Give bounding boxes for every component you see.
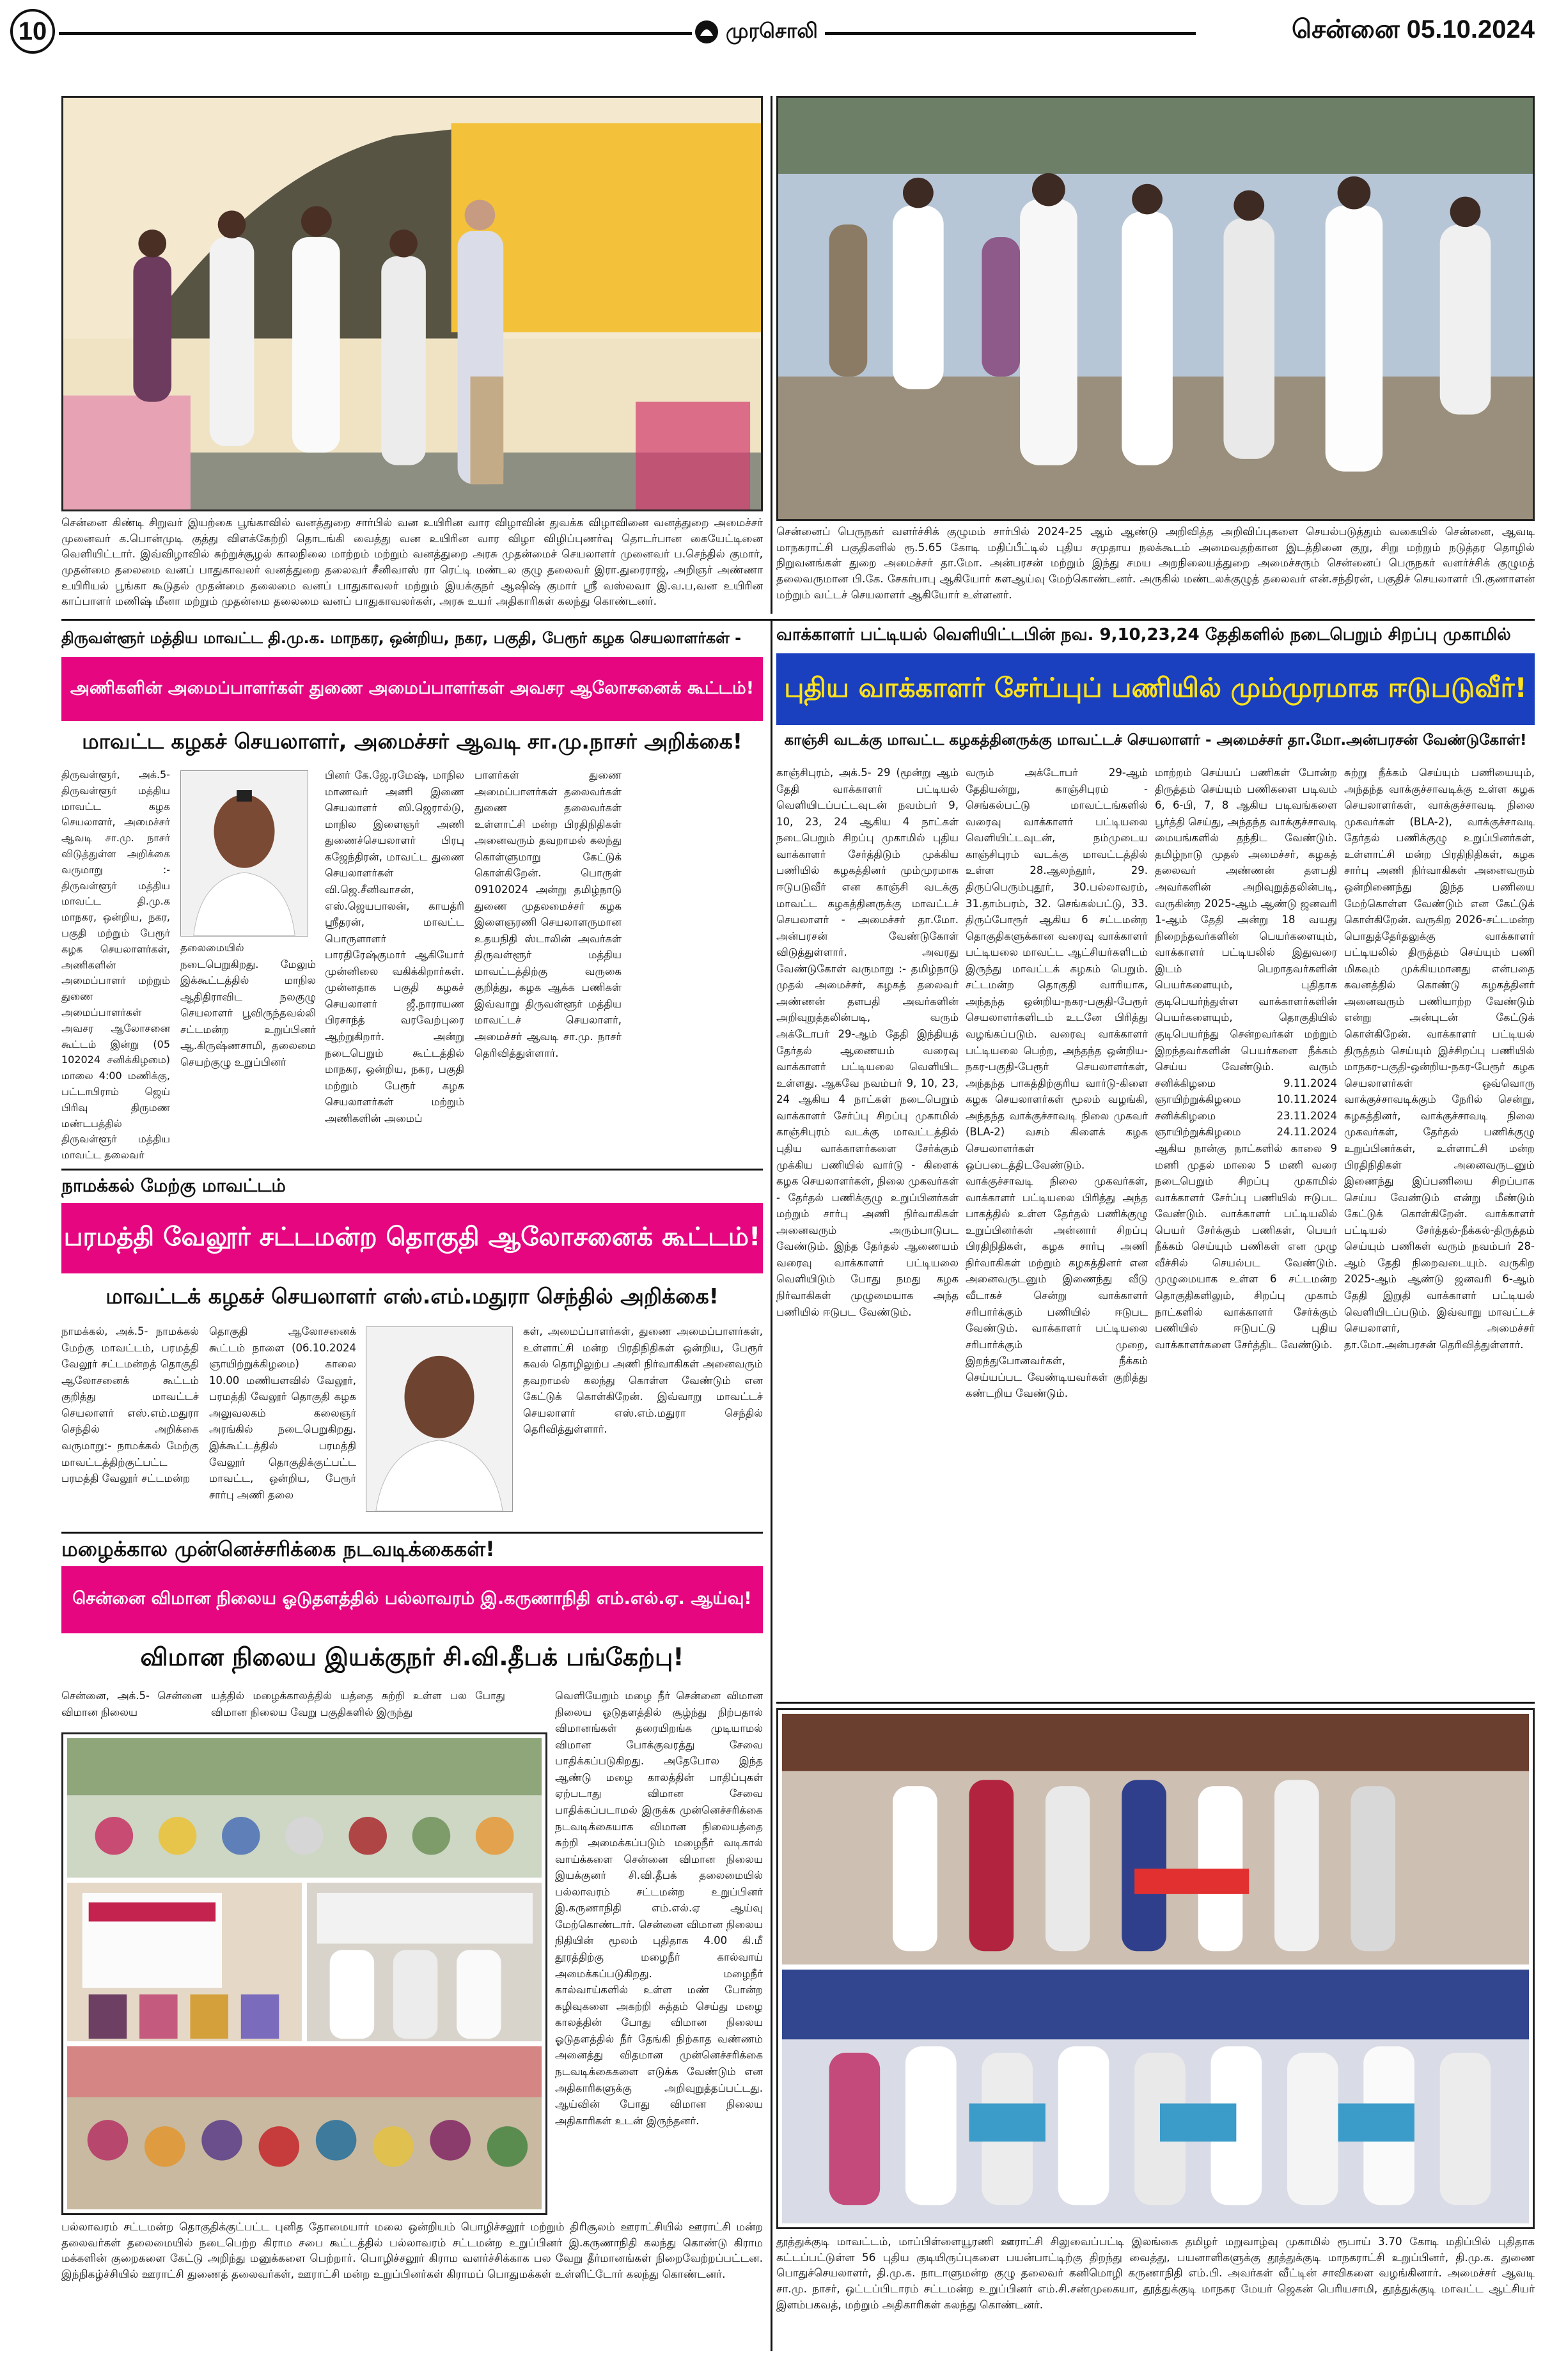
page-number: 10 bbox=[18, 17, 47, 45]
story4-column-2: வரும் அக்டோபர் 29-ஆம் தேதியன்று, காஞ்சிபுரம் - செங்கல்பட்டு மாவட்டங்களில் வரைவு வாக்காளர் பட்டியலை வெளியிட்டவுடன், நம்முடைய காஞ்சிபுரம் வடக்கு மாவட்டத்தில் உள்ள 28.ஆலந்தூர், 29. திருப்பெரும்புதூர், 30.பல்லாவரம், 31.தாம்பரம், 32. செங்கல்பட்டு, 33. திருப்போரூர் ஆகிய 6 சட்டமன்ற தொகுதிகளுக்கான வரைவு வாக்காளர் பட்டியலை மாவட்ட ஆட்சியர்களிடம் இருந்து மாவட்டக் கழகம் பெறும். சட்டமன்ற தொகுதி வாரியாக, அந்தந்த ஒன்றிய-நகர-பகுதி-பேரூர் செயலாளர்களிடம் உடனே பிரித்து வழங்கப்படும். வரைவு வாக்காளர் பட்டியலை பெற்ற, அந்தந்த ஒன்றிய-நகர-பகுதி-பேரூர் செயலாளர்கள், அந்தந்த பாகத்திற்குரிய வார்டு-கிளை கழக செயலாளர்கள் மூலம் வழங்கி, அந்தந்த வாக்குச்சாவடி நிலை முகவர் (BLA-2) வசம் கிளைக் கழக செயலாளர்கள் ஒப்படைத்திடவேண்டும். வாக்குச்சாவடி நிலை முகவர்கள், வாக்காளர் பட்டியலை பிரித்து அந்த பாகத்தில் உள்ள தேர்தல் பணிக்குழு உறுப்பினர்கள் அன்னார் சிறப்பு பிரதிநிதிகள், கழக சார்பு அணி நிர்வாகிகள் மற்றும் கழகத்தினர் என அனைவருடனும் இணைந்து வீடு வீடாகச் சென்று வாக்காளர் சரிபார்க்கும் பணியில் ஈடுபட வேண்டும். வாக்காளர் பட்டியலை சரிபார்க்கும் முறை, இறந்துபோனவர்கள், நீக்கம் செய்யப்பட வேண்டியவர்கள் குறித்து கண்டறிய வேண்டும். bbox=[966, 766, 1148, 1400]
forest-week-event-photo bbox=[61, 96, 763, 511]
story1-kicker: திருவள்ளூர் மத்திய மாவட்ட தி.மு.க. மாநகர, ஒன்றிய, நகர, பகுதி, பேரூர் கழக செயலாளர்கள் - bbox=[61, 629, 742, 647]
story2-column-3: கள், அமைப்பாளர்கள், துணை அமைப்பாளர்கள், உள்ளாட்சி மன்ற பிரதிநிதிகள் ஒன்றிய, பேரூர் கவல் தொழிலுற்ப அணி நிர்வாகிகள் அனைவரும் தவறாமல் கலந்து கொள்ள வேண்டும் என கேட்டுக் கொள்கிறேன். இவ்வாறு மாவட்டச் செயலாளர் எஸ்.எம்.மதுரா செந்தில் தெரிவித்துள்ளார். bbox=[523, 1325, 763, 1436]
nasar-portrait bbox=[180, 770, 308, 937]
city-date: சென்னை 05.10.2024 bbox=[1291, 15, 1535, 43]
story4-subhead: காஞ்சி வடக்கு மாவட்ட கழகத்தினருக்கு மாவட்டச் செயலாளர் - அமைச்சர் தா.மோ.அன்பரசன் வேண்டுகோள்! bbox=[784, 732, 1527, 749]
story1-column-1: திருவள்ளூர், அக்.5- திருவள்ளூர் மத்திய மாவட்ட கழக செயலாளர், அமைச்சர் ஆவடி சா.மு. நாசர் விடுத்துள்ள அறிக்கை வருமாறு :- திருவள்ளூர் மத்திய மாவட்ட தி.மு.க மாநகர, ஒன்றிய, நகர, பகுதி மற்றும் பேரூர் கழக செயலாளர்கள், அணிகளின் அமைப்பாளர் மற்றும் துணை அமைப்பாளர்கள் அவசர ஆலோசனை கூட்டம் இன்று (05 102024 சனிக்கிழமை) மாலை 4:00 மணிக்கு, பட்டாபிராம் ஜெய் பிரிவு திருமண மண்டபத்தில் திருவள்ளூர் மத்திய மாவட்ட தலைவர் bbox=[61, 768, 170, 1162]
story4-bottom-rule bbox=[776, 1702, 1535, 1704]
story2-headline: பரமத்தி வேலூர் சட்டமன்ற தொகுதி ஆலோசனைக் கூட்டம்! bbox=[61, 1203, 763, 1273]
madhura-senthil-portrait bbox=[366, 1326, 513, 1512]
top-section-rule bbox=[61, 619, 1535, 621]
top-column-divider bbox=[771, 96, 772, 614]
story1-headline: அணிகளின் அமைப்பாளர்கள் துணை அமைப்பாளர்கள் அவசர ஆலோசனைக் கூட்டம்! bbox=[61, 657, 763, 721]
paper-name: முரசொலி bbox=[694, 14, 818, 50]
story4-column-3: மாற்றம் செய்யப் பணிகள் போன்ற திருத்தம் செய்யும் பணிகளை படிவம் 6, 6-பி, 7, 8 ஆகிய படிவங்களை பூர்த்தி செய்து, அந்தந்த வாக்குச்சாவடி மையங்களில் தந்திட வேண்டும். தமிழ்நாடு முதல் அமைச்சர், கழகத் தலைவர் அண்ணன் தளபதி அவர்களின் அறிவுறுத்தலின்படி, வருகின்ற 2025-ஆம் ஆண்டு ஜனவரி 1-ஆம் தேதி அன்று 18 வயது நிறைந்தவர்களின் பெயர்களையும், வாக்காளர் பட்டியலில் இதுவரை இடம் பெறாதவர்களின் பெயர்களையும், புதிதாக குடிபெயர்ந்துள்ள வாக்காளர்களின் பெயர்களையும், தொகுதியில் குடிபெயர்ந்து சென்றவர்கள் மற்றும் இறந்தவர்களின் பெயர்களை நீக்கம் செய்ய வேண்டும். வரும் சனிக்கிழமை 9.11.2024 ஞாயிற்றுக்கிழமை 10.11.2024 சனிக்கிழமை 23.11.2024 ஞாயிற்றுக்கிழமை 24.11.2024 ஆகிய நான்கு நாட்களில் காலை 9 மணி முதல் மாலை 5 மணி வரை நடைபெறும் சிறப்பு முகாமில் வாக்காளர் சேர்ப்பு பணியில் ஈடுபட வேண்டும். வாக்காளர் பட்டியலில் பெயர் சேர்க்கும் பணிகள், பெயர் நீக்கம் செய்யும் பணிகள் என முழு வீச்சில் செயல்பட வேண்டும். முழுமையாக உள்ள 6 சட்டமன்ற தொகுதிகளிலும், சிறப்பு முகாம் நாட்களில் வாக்காளர் சேர்க்கும் பணியில் ஈடுபட்டு புதிய வாக்காளர்களை சேர்த்திட வேண்டும். bbox=[1155, 766, 1337, 1351]
story3-column-2: யத்தில் மழைக்காலத்தில் யத்தை சுற்றி உள்ள பல போது விமான நிலைய வேறு பகுதிகளில் இருந்து bbox=[211, 1690, 505, 1718]
story3-headline: சென்னை விமான நிலைய ஓடுதளத்தில் பல்லாவரம் இ.கருணாநிதி எம்.எல்.ஏ. ஆய்வு! bbox=[61, 1566, 763, 1633]
story3-kicker: மழைக்கால முன்னெச்சரிக்கை நடவடிக்கைகள்! bbox=[61, 1537, 495, 1561]
story4-headline: புதிய வாக்காளர் சேர்ப்புப் பணியில் மும்முரமாக ஈடுபடுவீர்! bbox=[776, 653, 1535, 725]
story3-subhead: விமான நிலைய இயக்குநர் சி.வி.தீபக் பங்கேற்பு! bbox=[140, 1643, 684, 1671]
story4-column-1: காஞ்சிபுரம், அக்.5- 29 (மூன்று ஆம் தேதி வாக்காளர் பட்டியல் வெளியிடப்பட்டவுடன் நவம்பர் 9, 10, 23, 24 ஆகிய 4 நாட்கள் நடைபெறும் சிறப்பு முகாமில் புதிய வாக்காளர் சேர்த்திடும் முக்கிய பணியில் கழகத்தினர் மும்முரமாக ஈடுபடுவீர் என காஞ்சி வடக்கு மாவட்ட கழகத்தினருக்கு மாவட்டச் செயலாளர் - அமைச்சர் தா.மோ. அன்பரசன் வேண்டுகோள் விடுத்துள்ளார். அவரது வேண்டுகோள் வருமாறு :- தமிழ்நாடு முதல் அமைச்சர், கழகத் தலைவர் அண்ணன் தளபதி அவர்களின் அறிவுறுத்தலின்படி, வரும் அக்டோபர் 29-ஆம் தேதி இந்தியத் தேர்தல் ஆணையம் வரைவு வாக்காளர் பட்டியலை வெளியிட உள்ளது. ஆகவே நவம்பர் 9, 10, 23, 24 ஆகிய 4 நாட்கள் நடைபெறும் வாக்காளர் சேர்ப்பு சிறப்பு முகாமில் காஞ்சிபுரம் வடக்கு மாவட்டத்தில் புதிய வாக்காளர்களை சேர்க்கும் முக்கிய பணியில் வார்டு - கிளைக் கழக செயலாளர்கள், நிலை முகவர்கள் - தேர்தல் பணிக்குழு உறுப்பினர்கள் மற்றும் சார்பு அணி நிர்வாகிகள் அனைவரும் அரும்பாடுபட வேண்டும். இந்த தேர்தல் ஆணையம் வரைவு வாக்காளர் பட்டியலை வெளியிடும் போது நமது கழக நிர்வாகிகள் முழுமையாக அந்த பணியில் ஈடுபட வேண்டும். bbox=[776, 766, 959, 1318]
story3-column-1: சென்னை, அக்.5- சென்னை விமான நிலைய bbox=[61, 1690, 202, 1718]
center-column-divider bbox=[771, 619, 772, 2351]
story4-kicker: வாக்காளர் பட்டியல் வெளியிட்டபின் நவ. 9,10,23,24 தேதிகளில் நடைபெறும் சிறப்பு முகாமில் bbox=[776, 625, 1511, 644]
masthead-rule bbox=[59, 32, 692, 35]
forest-week-caption: சென்னை கிண்டி சிறுவர் இயற்கை பூங்காவில் வனத்துறை சார்பில் வன உயிரின வார விழாவின் துவக்க விழாவினை வனத்துறை அமைச்சர் முனைவர் க.பொன்முடி குத்து விளக்கேற்றி தொடங்கி வைத்து வன உயிரின வார விழா விழிப்புணர்வு தொடர்பான கையேட்டினை வெளியிட்டார். இவ்விழாவில் சுற்றுச்சூழல் காலநிலை மாற்றம் மற்றும் வனத்துறை அரசு முதன்மைச் செயலாளர் முனைவர் ப.செந்தில் குமார், முதன்மை தலைமை வனப் பாதுகாவலர் வனத்துறை தலைவர் சீனிவாஸ் ரா ரெட்டி மண்டல குழு தலைவர் இரா.துரைராஜ், அறிஞர் அண்ணா உயிரியல் பூங்கா கூடுதல் முதன்மை தலைமை வனப் பாதுகாவலர் மற்றும் இயக்குநர் ஆஷிஷ் குமார் ஸ்ரீ வஸ்லவா இ.வ.ப,வன உயிரின காப்பாளர் மணிஷ் மீனா மற்றும் முதன்மை தலைமை வனப் பாதுகாவலர்கள், அரசு உயர் அதிகாரிகள் கலந்து கொண்டனர். bbox=[61, 517, 763, 609]
housing-inauguration-photo bbox=[776, 1708, 1535, 2229]
page-number-badge bbox=[10, 9, 55, 54]
story1-column-2: தலைமையில் நடைபெறுகிறது. மேலும் இக்கூட்டத்தில் மாநில ஆதிதிராவிட நலகுழு செயலாளர் பூவிருந்தவல்லி சட்டமன்ற உறுப்பினர் ஆ.கிருஷ்ணசாமி, தலைமை செயற்குழு உறுப்பினர் bbox=[180, 942, 316, 1068]
gram-sabha-caption: பல்லாவரம் சட்டமன்ற தொகுதிக்குட்பட்ட புனித தோமையார் மலை ஒன்றியம் பொழிச்சலூர் மற்றும் திரிசூலம் ஊராட்சியில் ஊராட்சி மன்ற தலைவர்கள் தலைமையில் நடைபெற்ற கிராம சபை கூட்டத்தில் பல்லாவரம் சட்டமன்ற உறுப்பினர் இ.கருணாநிதி கலந்து கொண்டு கிராம மக்களின் குறைகளை கேட்டு அறிந்து மனுக்களை பெற்றார். பொழிச்சலூர் கிராம வளர்ச்சிக்காக பல வேறு தீர்மானங்கள் நிறைவேற்றப்பட்டன. இந்நிகழ்ச்சியில் ஊராட்சி துணைத் தலைவர்கள், ஊராட்சி மன்ற உறுப்பினர்கள் கிராமப் பொதுமக்கள் உள்ளிட்டோர் கலந்து கொண்டனர். bbox=[61, 2221, 763, 2281]
story2-subhead: மாவட்டக் கழகச் செயலாளர் எஸ்.எம்.மதுரா செந்தில் அறிக்கை! bbox=[106, 1284, 719, 1309]
story1-column-3: பினர் கே.ஜே.ரமேஷ், மாநில மாணவர் அணி இணை செயலாளர் ஸி.ஜெரால்டு, மாநில இளைஞர் அணி துணைச்செயலாளர் பிரபு கஜேந்திரன், மாவட்ட துணை செயலாளர்கள் வி.ஜெ.சீனிவாசன், எஸ்.ஜெயபாலன், காயத்ரி ஸ்ரீதரன், மாவட்ட பொருளாளர் பாரதிரேஷ்குமார் ஆகியோர் முன்னிலை வகிக்கிறார்கள். முன்னதாக பகுதி கழகச் செயலாளர் ஜீ.நாராயண பிரசாந்த் வரவேற்புரை ஆற்றுகிறார். அன்று நடைபெறும் கூட்டத்தில் மாநகர, ஒன்றிய, நகர, பகுதி மற்றும் பேரூர் கழக செயலாளர்கள் மற்றும் அணிகளின் அமைப் bbox=[325, 769, 464, 1124]
story1-bottom-rule bbox=[61, 1169, 763, 1171]
housing-inauguration-caption: தூத்துக்குடி மாவட்டம், மாப்பிள்ளையூரணி ஊராட்சி சிலுவைப்பட்டி இலங்கை தமிழர் மறுவாழ்வு முகாமில் ரூபாய் 3.70 கோடி மதிப்பில் புதிதாக கட்டப்பட்டுள்ள 56 புதிய குடியிருப்புகளை பயன்பாட்டிற்கு திறந்து வைத்து, பயனாளிகளுக்கு தூத்துக்குடி மாநகராட்சி உறுப்பினர், தி.மு.க. துணை பொதுச்செயலாளர், தி.மு.க. நாடாளுமன்ற குழு தலைவர் கனிமொழி கருணாநிதி எம்.பி. அவர்கள் வீட்டின் சாவிகளை வழங்கினார். அமைச்சர் ஆவடி சா.மு. நாசர், ஒட்டப்பிடாரம் சட்டமன்ற உறுப்பினர் எம்.சி.சண்முகையா, தூத்துக்குடி மாநகர மேயர் ஜெகன் பெரியசாமி, தூத்துக்குடி மாவட்ட ஆட்சியர் இளம்பகவத், மற்றும் அதிகாரிகள் கலந்து கொண்டனர். bbox=[776, 2236, 1535, 2312]
story3-column-3: வெளியேறும் மழை நீர் சென்னை விமான நிலைய ஓடுதளத்தில் சூழ்ந்து நிற்பதால் விமானங்கள் தரையிறங்க முடியாமல் விமான போக்குவரத்து சேவை பாதிக்கப்படுகிறது. அதேபோல இந்த ஆண்டு மழை காலத்தின் பாதிப்புகள் ஏற்படாது விமான சேவை பாதிக்கப்படாமல் இருக்க முன்னெச்சரிக்கை நடவடிக்கையாக விமான நிலையத்தை சுற்றி அமைக்கப்படும் மழைநீர் வடிகால் வாய்க்களை சென்னை விமான நிலைய இயக்குனர் சி.வி.தீபக் தலைமையில் பல்லாவரம் சட்டமன்ற உறுப்பினர் இ.கருணாநிதி எம்.எல்.ஏ ஆய்வு மேற்கொண்டார். சென்னை விமான நிலைய நிதியின் மூலம் புதிதாக 4.00 கி.மீ தூரத்திற்கு மழைநீர் கால்வாய் அமைக்கப்படுகிறது. மழைநீர் கால்வாய்களில் உள்ள மண் போன்ற கழிவுகளை அகற்றி சுத்தம் செய்து மழை காலத்தின் போது விமான நிலைய ஓடுதளத்தில் நீர் தேங்கி நிற்காத வண்ணம் அனைத்து விதமான முன்னெச்சரிக்கை நடவடிக்கைகளை எடுக்க வேண்டும் என அதிகாரிகளுக்கு அறிவுறுத்தப்பட்டது. ஆய்வின் போது விமான நிலைய அதிகாரிகள் உடன் இருந்தனர். bbox=[555, 1690, 763, 2127]
gram-sabha-collage bbox=[61, 1732, 547, 2215]
story2-column-2: தொகுதி ஆலோசனைக் கூட்டம் நாளை (06.10.2024 ஞாயிற்றுக்கிழமை) காலை 10.00 மணியளவில் வேலூர், பரமத்தி வேலூர் தொகுதி கழக அலுவலகம் கலைஞர் அரங்கில் நடைபெறுகிறது. இக்கூட்டத்தில் பரமத்தி வேலூர் தொகுதிக்குட்பட்ட மாவட்ட, ஒன்றிய, பேரூர் சார்பு அணி தலை bbox=[209, 1325, 356, 1501]
story1-column-4: பாளர்கள் துணை அமைப்பாளர்கள் தலைவர்கள் துணை தலைவர்கள் உள்ளாட்சி மன்ற பிரதிநிதிகள் அனைவரும் தவறாமல் கலந்து கொள்ளுமாறு கேட்டுக் கொள்கிறேன். பொருள் 09102024 அன்று தமிழ்நாடு துணை முதலமைச்சர் கழக இளைஞரணி செயலாளருமான உதயநிதி ஸ்டாலின் அவர்கள் திருவள்ளூர் மத்திய மாவட்டத்திற்கு வருகை குறித்து, கழக ஆக்க பணிகள் இவ்வாறு திருவள்ளூர் மத்திய மாவட்டச் செயலாளர், அமைச்சர் ஆவடி சா.மு. நாசர் தெரிவித்துள்ளார். bbox=[474, 769, 622, 1059]
story1-subhead: மாவட்ட கழகச் செயலாளர், அமைச்சர் ஆவடி சா.மு.நாசர் அறிக்கை! bbox=[82, 729, 742, 754]
story2-kicker: நாமக்கல் மேற்கு மாவட்டம் bbox=[61, 1175, 286, 1196]
story4-column-4: சுற்று நீக்கம் செய்யும் பணியையும், அந்தந்த வாக்குச்சாவடிக்கு உள்ள கழக செயலாளர்கள், வாக்குச்சாவடி நிலை முகவர்கள் (BLA-2), வாக்குச்சாவடி தேர்தல் பணிக்குழு உறுப்பினர்கள், உள்ளாட்சி மன்ற பிரதிநிதிகள், கழக சார்பு அணி நிர்வாகிகள் அனைவரும் ஒன்றிணைந்து இந்த பணியை மேற்கொள்ள வேண்டும் என கேட்டுக் கொள்கிறேன். வருகிற 2026-சட்டமன்ற பொதுத்தேர்தலுக்கு வாக்காளர் பட்டியலில் திருத்தம் செய்யும் பணி மிகவும் முக்கியமானது என்பதை கவனத்தில் கொண்டு கழகத்தினர் அனைவரும் பணியாற்ற வேண்டும் என்று அன்புடன் கேட்டுக் கொள்கிறேன். வாக்காளர் பட்டியல் திருத்தம் செய்யும் இச்சிறப்பு பணியில் மாநகர-பகுதி-ஒன்றிய-நகர-பேரூர் கழக செயலாளர்கள் ஒவ்வொரு வாக்குச்சாவடிக்கும் நேரில் சென்று, கழகத்தினர், வாக்குச்சாவடி நிலை முகவர்கள், தேர்தல் பணிக்குழு உறுப்பினர்கள், உள்ளாட்சி மன்ற பிரதிநிதிகள் அனைவருடனும் இணைந்து இப்பணியை சிறப்பாக செய்ய வேண்டும் என்று மீண்டும் கேட்டுக் கொள்கிறேன். வாக்காளர் பட்டியல் சேர்த்தல்-நீக்கல்-திருத்தம் செய்யும் பணிகள் வரும் நவம்பர் 28-ஆம் தேதி நிறைவடையும். வருகிற 2025-ஆம் ஆண்டு ஜனவரி 6-ஆம் தேதி இறுதி வாக்காளர் பட்டியல் வெளியிடப்படும். இவ்வாறு மாவட்டச் செயலாளர், அமைச்சர் தா.மோ.அன்பரசன் தெரிவித்துள்ளார். bbox=[1344, 766, 1535, 1351]
cmda-inspection-caption: சென்னைப் பெருநகர் வளர்ச்சிக் குழுமம் சார்பில் 2024-25 ஆம் ஆண்டு அறிவித்த அறிவிப்புகளை செயல்படுத்தும் வகையில் சென்னை, ஆவடி மாநகராட்சி பகுதிகளில் ரூ.5.65 கோடி மதிப்பீட்டில் புதிய சமுதாய நலக்கூடம் அமைவதற்கான இடத்தினை குறு, சிறு மற்றும் நடுத்தர தொழில் நிறுவனங்கள் துறை அமைச்சர் தா.மோ. அன்பரசன் மற்றும் இந்து சமய அறநிலையத்துறை அமைச்சரும் சென்னைப் பெருநகர் வளர்ச்சிக் குழுமத் தலைவருமான பி.கே. சேகர்பாபு ஆகியோர் களஆய்வு மேற்கொண்டனர். அருகில் மண்டலக்குழுத் தலைவர் என்.சந்திரன், பகுதிச் செயலாளர் பி.குணாளன் மற்றும் வட்டச் செயலாளர் ஆகியோர் உள்ளனர். bbox=[776, 525, 1535, 602]
masthead-emblem-icon bbox=[694, 19, 719, 45]
masthead-rule-right bbox=[825, 32, 1196, 35]
story2-bottom-rule bbox=[61, 1532, 763, 1534]
story2-column-1: நாமக்கல், அக்.5- நாமக்கல் மேற்கு மாவட்டம், பரமத்தி வேலூர் சட்டமன்றத் தொகுதி ஆலோசனைக் கூட்டம் குறித்து மாவட்டச் செயலாளர் எஸ்.எம்.மதுரா செந்தில் அறிக்கை வருமாறு:- நாமக்கல் மேற்கு மாவட்டத்திற்குட்பட்ட பரமத்தி வேலூர் சட்டமன்ற bbox=[61, 1325, 199, 1485]
cmda-inspection-photo bbox=[776, 96, 1535, 521]
